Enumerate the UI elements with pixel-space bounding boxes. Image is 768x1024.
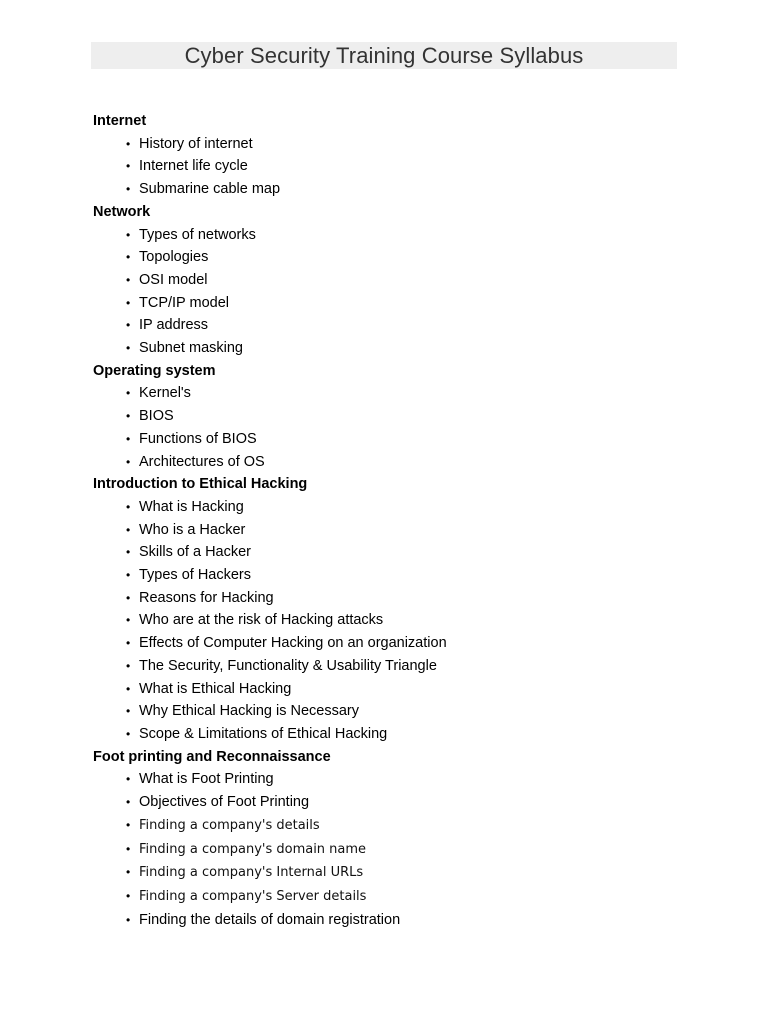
list-item [93, 428, 693, 451]
list-item [93, 519, 693, 542]
list-item [93, 269, 693, 292]
list-item-text: Functions of BIOS [139, 430, 257, 447]
list-item [93, 155, 693, 178]
list-item-text: BIOS [139, 408, 174, 425]
list-item-text: Topologies [139, 249, 209, 266]
list-item-text: Who is a Hacker [139, 521, 246, 538]
bullet-icon: • [126, 431, 131, 446]
list-item [93, 541, 693, 564]
bullet-icon: • [126, 772, 131, 787]
list-item-text: Why Ethical Hacking is Necessary [139, 703, 359, 720]
list-item-text: Finding a company's Server details [139, 888, 367, 904]
list-item-text: Submarine cable map [139, 181, 281, 198]
list-item [93, 723, 693, 746]
section-item-list [93, 768, 693, 931]
list-item [93, 337, 693, 360]
bullet-icon: • [126, 795, 131, 810]
list-item [93, 178, 693, 201]
bullet-icon: • [126, 704, 131, 719]
bullet-icon: • [126, 522, 131, 537]
list-item-text: Finding a company's Internal URLs [139, 865, 364, 881]
list-item-text: Scope & Limitations of Ethical Hacking [139, 725, 388, 742]
list-item-text: What is Hacking [139, 498, 244, 515]
bullet-icon: • [126, 159, 131, 174]
list-item-text: OSI model [139, 271, 208, 288]
list-item-text: Who are at the risk of Hacking attacks [139, 612, 384, 629]
list-item-text: Types of Hackers [139, 567, 252, 584]
list-item-text: What is Ethical Hacking [139, 680, 292, 697]
list-item-text: IP address [139, 317, 209, 334]
section-ethical-hacking [93, 473, 693, 745]
bullet-icon: • [126, 912, 131, 927]
section-operating-system [93, 360, 693, 474]
list-item-text: Architectures of OS [139, 453, 265, 470]
bullet-icon: • [126, 817, 131, 832]
bullet-icon: • [126, 182, 131, 197]
bullet-icon: • [126, 636, 131, 651]
list-item-text: History of internet [139, 135, 253, 152]
section-heading: Internet [93, 113, 147, 129]
list-item [93, 768, 693, 791]
list-item [93, 587, 693, 610]
list-item [93, 224, 693, 247]
bullet-icon: • [126, 409, 131, 424]
section-item-list [93, 496, 693, 746]
section-heading: Network [93, 203, 151, 220]
section-foot-printing [93, 746, 693, 932]
list-item [93, 609, 693, 632]
list-item [93, 909, 693, 932]
bullet-icon: • [126, 888, 131, 903]
section-heading: Operating system [93, 362, 216, 379]
bullet-icon: • [126, 726, 131, 741]
bullet-icon: • [126, 136, 131, 151]
list-item-text: TCP/IP model [139, 294, 229, 311]
list-item-text: What is Foot Printing [139, 771, 274, 788]
bullet-icon: • [126, 295, 131, 310]
section-network [93, 201, 693, 360]
list-item [93, 814, 693, 838]
bullet-icon: • [126, 499, 131, 514]
list-item-text: Reasons for Hacking [139, 589, 274, 606]
list-item [93, 496, 693, 519]
bullet-icon: • [126, 341, 131, 356]
list-item [93, 382, 693, 405]
list-item-text: Finding a company's details [139, 817, 320, 833]
list-item [93, 564, 693, 587]
list-item [93, 451, 693, 474]
bullet-icon: • [126, 545, 131, 560]
bullet-icon: • [126, 318, 131, 333]
list-item-text: Finding the details of domain registration [139, 911, 401, 928]
bullet-icon: • [126, 454, 131, 469]
list-item [93, 861, 693, 885]
bullet-icon: • [126, 658, 131, 673]
list-item [93, 314, 693, 337]
list-item-text: Objectives of Foot Printing [139, 794, 310, 811]
section-item-list [93, 382, 693, 473]
list-item [93, 678, 693, 701]
list-item [93, 405, 693, 428]
list-item-text: Effects of Computer Hacking on an organization [139, 635, 447, 652]
bullet-icon: • [126, 590, 131, 605]
list-item [93, 133, 693, 156]
list-item [93, 700, 693, 723]
section-item-list [93, 133, 693, 201]
bullet-icon: • [126, 386, 131, 401]
list-item [93, 791, 693, 814]
title-banner [91, 42, 677, 69]
bullet-icon: • [126, 250, 131, 265]
list-item-text: Skills of a Hacker [139, 544, 252, 561]
bullet-icon: • [126, 613, 131, 628]
section-heading: Introduction to Ethical Hacking [93, 476, 308, 493]
list-item [93, 655, 693, 678]
bullet-icon: • [126, 841, 131, 856]
list-item-text: Internet life cycle [139, 158, 248, 175]
bullet-icon: • [126, 681, 131, 696]
list-item [93, 885, 693, 909]
list-item-text: The Security, Functionality & Usability Triangle [139, 657, 437, 674]
list-item-text: Finding a company's domain name [139, 841, 367, 857]
bullet-icon: • [126, 227, 131, 242]
section-internet [93, 110, 693, 201]
bullet-icon: • [126, 272, 131, 287]
list-item [93, 838, 693, 862]
list-item-text: Kernel's [139, 385, 191, 402]
list-item [93, 632, 693, 655]
list-item [93, 292, 693, 315]
section-item-list [93, 224, 693, 360]
list-item-text: Types of networks [139, 226, 256, 243]
section-heading: Foot printing and Reconnaissance [93, 748, 331, 765]
document-title: Cyber Security Training Course Syllabus [184, 43, 584, 68]
list-item-text: Subnet masking [139, 340, 243, 357]
bullet-icon: • [126, 865, 131, 880]
bullet-icon: • [126, 568, 131, 583]
list-item [93, 246, 693, 269]
syllabus-content [93, 110, 693, 931]
